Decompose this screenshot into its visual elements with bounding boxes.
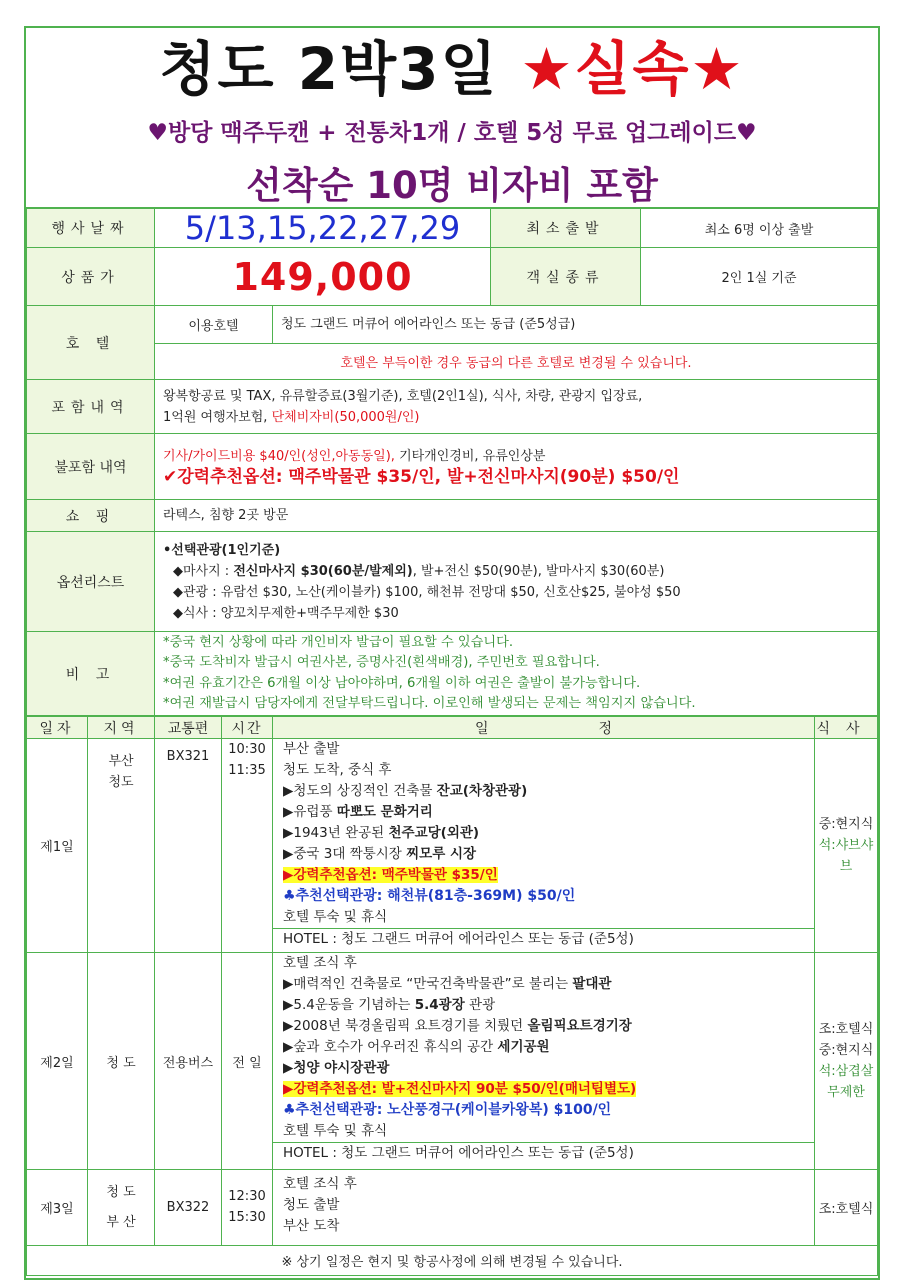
day1-meal (815, 739, 878, 953)
info-table (26, 208, 878, 716)
min-departure-label: 최소출발 (491, 209, 641, 248)
day1-text: ▶중국 3대 짝퉁시장 (283, 846, 407, 862)
price-value: 149,000 (155, 248, 491, 306)
included-line-2 (163, 407, 869, 428)
early-bird-banner: 선착순 10명 비자비 포함 (246, 164, 658, 207)
day2-itinerary (273, 953, 815, 1170)
note-4: *여권 재발급시 담당자에게 전달부탁드립니다. 이로인해 발생되는 문제는 책임지지 않습니다. (163, 696, 696, 711)
day2-spot: 팔대관 (572, 976, 612, 992)
day3-label: 제3일 (27, 1170, 88, 1246)
note-2: *중국 도착비자 발급시 여권사본, 증명사진(흰색배경), 주민번호 필요합니다. (163, 655, 600, 670)
day1-spot: 천주교당(외관) (388, 825, 480, 841)
day1-time (222, 739, 273, 953)
date-label: 행사날짜 (27, 209, 155, 248)
room-type-value: 2인 1실 기준 (641, 248, 878, 306)
day2-spot: 세기공원 (497, 1039, 550, 1055)
schedule-table (26, 716, 878, 1276)
included-line-1: 왕복항공료 및 TAX, 유류할증료(3월기준), 호텔(2인1실), 식사, 차량, 관광지 입장료, (163, 388, 643, 404)
day2-line (283, 974, 814, 995)
option-meal: ◆식사 : 양꼬치무제한+맥주무제한 $30 (173, 605, 399, 621)
day3-line: 호텔 조식 후 (283, 1176, 357, 1192)
room-type-label: 객실종류 (491, 248, 641, 306)
day3-region-1: 청 도 (106, 1184, 136, 1200)
day1-line: 청도 도착, 중식 후 (283, 762, 392, 778)
day1-line: 부산 출발 (283, 741, 340, 757)
guide-fee: 기사/가이드비용 $40/인(성인,아동동일), (163, 448, 395, 464)
hotel-name: 청도 그랜드 머큐어 에어라인스 또는 동급 (준5성급) (273, 306, 878, 344)
hotel-use-label: 이용호텔 (155, 306, 273, 344)
day1-dinner: 석:샤브샤브 (818, 838, 874, 874)
day1-recommend (283, 865, 814, 886)
shopping-label: 쇼 핑 (27, 500, 155, 532)
day1-row (27, 739, 878, 953)
day1-region-2: 청도 (108, 775, 134, 790)
day2-line (283, 1016, 814, 1037)
visa-fee: 단체비자비(50,000원/인) (271, 409, 420, 425)
day1-line: 호텔 투숙 및 휴식 (283, 909, 388, 925)
day2-label: 제2일 (27, 953, 88, 1170)
day1-text: ▶1943년 완공된 (283, 825, 389, 841)
option-massage-bold: 전신마사지 $30(60분/발제외) (233, 563, 413, 579)
day2-time: 전 일 (222, 953, 273, 1170)
excluded-label: 불포함 내역 (27, 434, 155, 500)
day3-itinerary (273, 1170, 815, 1246)
note-1: *중국 현지 상황에 따라 개인비자 발급이 필요할 수 있습니다. (163, 634, 514, 650)
promo-banner: ♥방당 맥주두캔 + 전통차1개 / 호텔 5성 무료 업그레이드♥ (147, 120, 757, 146)
day2-text: ▶5.4운동을 기념하는 (283, 997, 415, 1013)
col-region: 지역 (88, 717, 155, 739)
day2-recommend (283, 1079, 814, 1100)
price-label: 상품가 (27, 248, 155, 306)
included-items (155, 380, 878, 434)
departure-dates: 5/13,15,22,27,29 (155, 209, 491, 248)
day1-region (88, 739, 155, 953)
options-list (155, 532, 878, 632)
excluded-items (155, 434, 878, 500)
day3-region-2: 부 산 (106, 1214, 136, 1230)
day3-line: 청도 출발 (283, 1197, 340, 1213)
day1-spot: 따뽀도 문화거리 (336, 804, 433, 820)
day2-dinner-note: 무제한 (827, 1085, 865, 1100)
col-day: 일자 (27, 717, 88, 739)
day2-text: ▶숲과 호수가 어우러진 휴식의 공간 (283, 1039, 498, 1055)
notes-label: 비 고 (27, 632, 155, 716)
day1-hotel: HOTEL : 청도 그랜드 머큐어 에어라인스 또는 동급 (준5성) (273, 928, 815, 950)
strong-recommend-option: ✔강력추천옵션: 맥주박물관 $35/인, 발+전신마사지(90분) $50/인 (163, 466, 680, 487)
title-tag: ★실속★ (520, 35, 745, 103)
itinerary-flyer (24, 26, 880, 1280)
note-3: *여권 유효기간은 6개월 이상 남아야하며, 6개월 이하 여권은 출발이 불가능합니다. (163, 675, 641, 691)
day1-transport: BX321 (155, 739, 222, 953)
day1-itinerary (273, 739, 815, 953)
day2-text: 관광 (464, 997, 496, 1013)
excluded-other: 기타개인경비, 유류인상분 (394, 448, 546, 464)
notes (155, 632, 878, 716)
day3-time-1: 12:30 (228, 1189, 266, 1204)
day1-text: ▶유럽풍 (283, 804, 337, 820)
hotel-note: 호텔은 부득이한 경우 동급의 다른 호텔로 변경될 수 있습니다. (155, 344, 878, 380)
day3-transport: BX322 (155, 1170, 222, 1246)
day3-time (222, 1170, 273, 1246)
day2-line: 호텔 조식 후 (283, 955, 357, 971)
day2-text: ▶ (283, 1060, 294, 1076)
options-label: 옵션리스트 (27, 532, 155, 632)
day1-label: 제1일 (27, 739, 88, 953)
option-massage (163, 561, 869, 582)
day2-line: 호텔 투숙 및 휴식 (283, 1123, 388, 1139)
day1-line (283, 781, 814, 802)
day2-line (283, 1037, 814, 1058)
day2-text: ▶매력적인 건축물로 “만국건축박물관”로 불리는 (283, 976, 573, 992)
day1-spot: 잔교(차창관광) (436, 783, 528, 799)
day2-line (283, 1058, 814, 1079)
option-massage-label: ◆마사지 : (173, 563, 234, 579)
day2-region: 청 도 (88, 953, 155, 1170)
day2-transport: 전용버스 (155, 953, 222, 1170)
day2-breakfast: 조:호텔식 (818, 1022, 874, 1037)
option-massage-rest: , 발+전신 $50(90분), 발마사지 $30(60분) (412, 563, 665, 579)
hotel-label: 호 텔 (27, 306, 155, 380)
shopping-value: 라텍스, 침향 2곳 방문 (155, 500, 878, 532)
included-label: 포함내역 (27, 380, 155, 434)
day1-lunch: 중:현지식 (818, 817, 874, 832)
day1-line (283, 844, 814, 865)
day3-region (88, 1170, 155, 1246)
col-time: 시간 (222, 717, 273, 739)
footer-note: ※ 상기 일정은 현지 및 항공사정에 의해 변경될 수 있습니다. (27, 1246, 878, 1276)
day2-dinner: 석:삼겹살 (818, 1064, 874, 1079)
day2-spot: 5.4광장 (414, 997, 465, 1013)
day1-recommend-text: ▶강력추천옵션: 맥주박물관 $35/인 (283, 867, 498, 883)
min-departure-value: 최소 6명 이상 출발 (641, 209, 878, 248)
col-meal: 식사 (815, 717, 878, 739)
day1-text: ▶청도의 상징적인 건축물 (283, 783, 437, 799)
excluded-line-1 (163, 446, 869, 467)
day2-optional-tour: ♣추천선택관광: 노산풍경구(케이블카왕복) $100/인 (283, 1102, 612, 1118)
day2-meal (815, 953, 878, 1170)
schedule-header (27, 717, 878, 739)
day1-line (283, 823, 814, 844)
day1-region-1: 부산 (108, 754, 134, 769)
col-transport: 교통편 (155, 717, 222, 739)
day2-spot: 청양 야시장관광 (293, 1060, 390, 1076)
col-itinerary: 일정 (273, 717, 815, 739)
day2-spot: 올림픽요트경기장 (527, 1018, 632, 1034)
options-title: •선택관광(1인기준) (163, 542, 281, 558)
flyer-header (26, 28, 878, 208)
day3-time-2: 15:30 (228, 1210, 266, 1225)
day2-lunch: 중:현지식 (818, 1043, 874, 1058)
title-main: 청도 2박3일 (159, 35, 499, 103)
day2-recommend-text: ▶강력추천옵션: 발+전신마사지 90분 $50/인(매너팁별도) (283, 1081, 637, 1097)
day1-spot: 찌모루 시장 (406, 846, 477, 862)
option-tour: ◆관광 : 유람선 $30, 노산(케이블카) $100, 해천뷰 전망대 $50, 신호산$25, 불야성 $50 (173, 584, 681, 600)
day1-time-2: 11:35 (228, 763, 266, 778)
included-text: 1억원 여행자보험, (163, 409, 272, 425)
page-title (26, 28, 878, 103)
day3-row (27, 1170, 878, 1246)
day2-row (27, 953, 878, 1170)
day3-line: 부산 도착 (283, 1218, 340, 1234)
day1-time-1: 10:30 (228, 742, 266, 757)
day3-meal: 조:호텔식 (815, 1170, 878, 1246)
day2-line (283, 995, 814, 1016)
day1-line (283, 802, 814, 823)
day2-hotel: HOTEL : 청도 그랜드 머큐어 에어라인스 또는 동급 (준5성) (273, 1142, 815, 1164)
day1-optional-tour: ♣추천선택관광: 해천뷰(81층-369M) $50/인 (283, 888, 576, 904)
day2-text: ▶2008년 북경올림픽 요트경기를 치뤘던 (283, 1018, 528, 1034)
